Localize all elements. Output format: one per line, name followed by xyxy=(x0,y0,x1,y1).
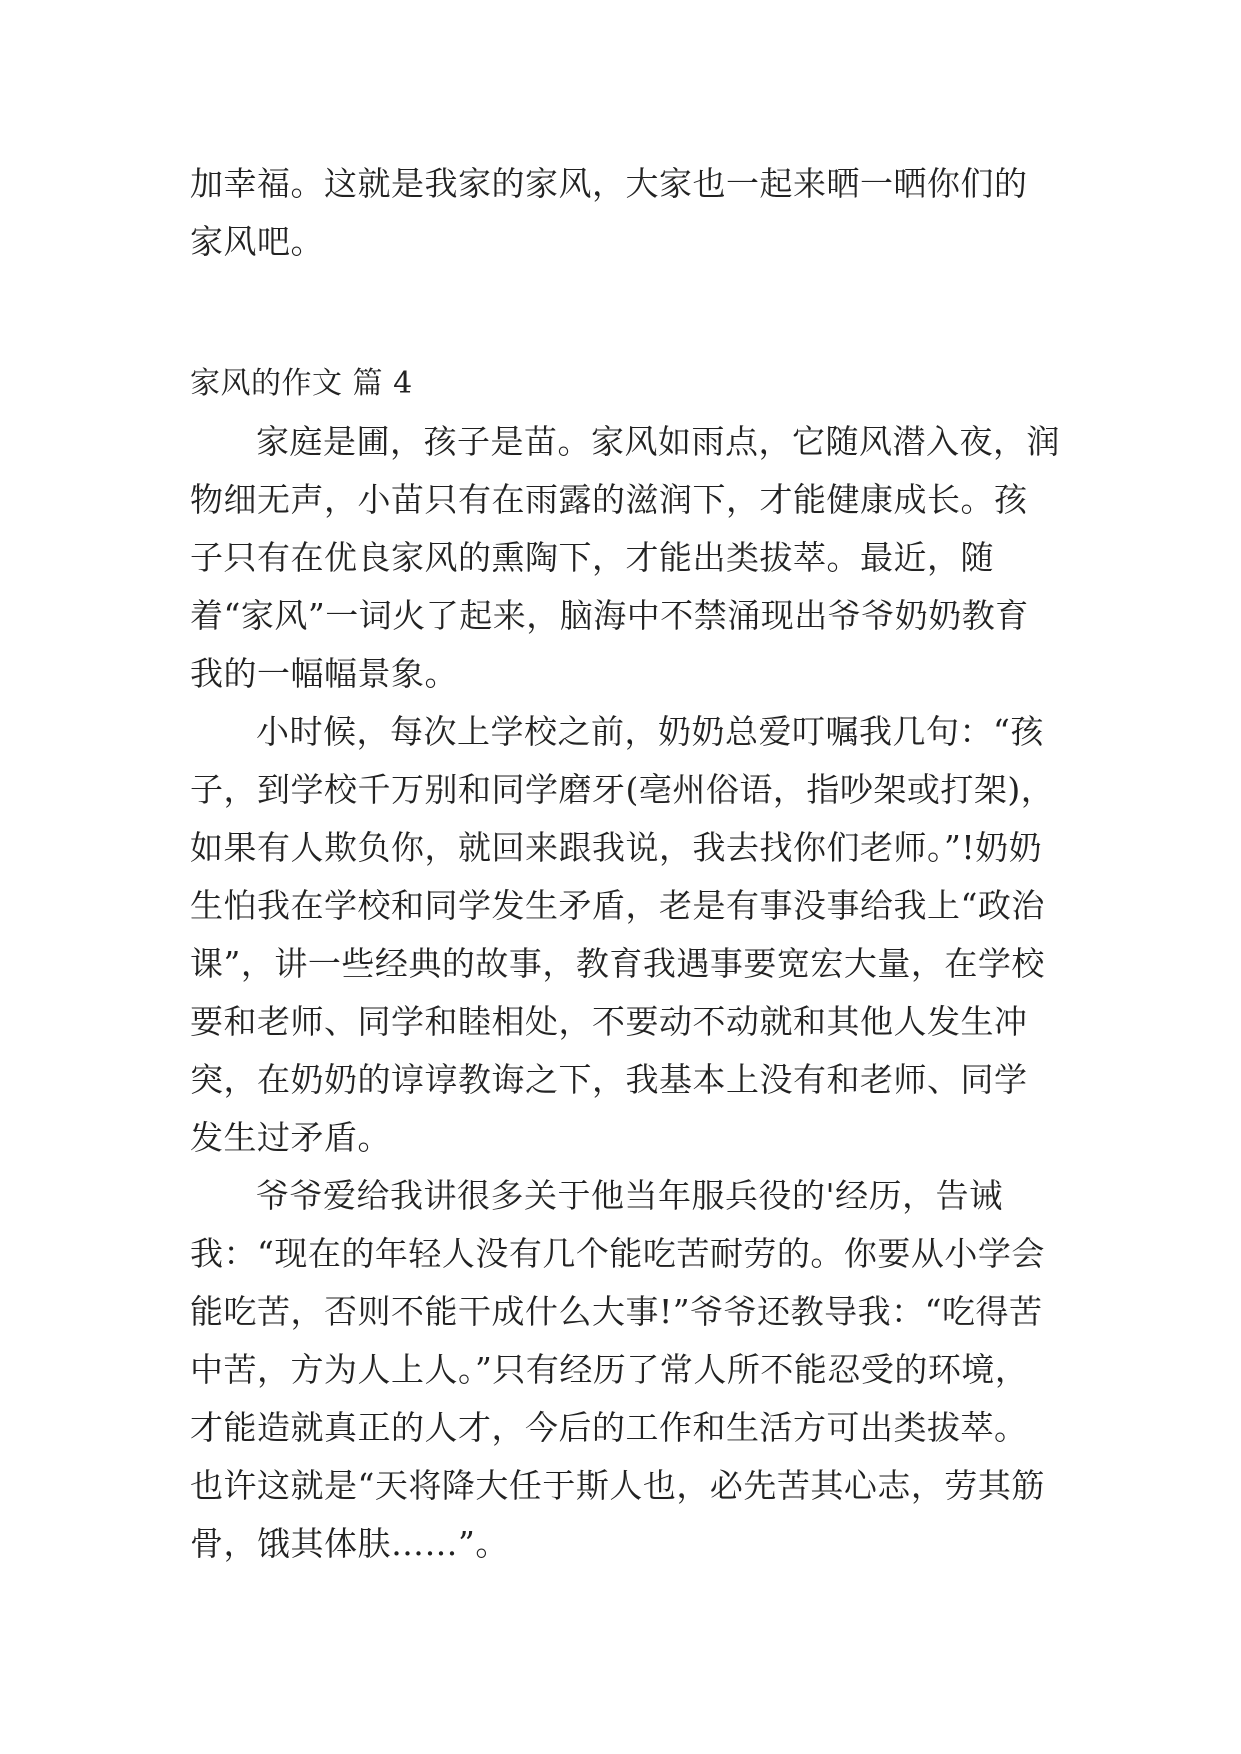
section-heading: 家风的作文 篇 4 xyxy=(190,366,413,401)
intro-paragraph: 加幸福。这就是我家的家风，大家也一起来晒一晒你们的家风吧。 xyxy=(190,164,1028,261)
document-body xyxy=(190,155,1060,1573)
paragraph-1: 家庭是圃，孩子是苗。家风如雨点，它随风潜入夜，润物细无声，小苗只有在雨露的滋润下，才能健康成长。孩子只有在优良家风的熏陶下，才能出类拔萃。最近，随着“家风”一词火了起来，脑海中不禁涌现出爷爷奶奶教育我的一幅幅景象。 xyxy=(190,422,1060,693)
paragraph-3: 爷爷爱给我讲很多关于他当年服兵役的'经历，告诫我：“现在的年轻人没有几个能吃苦耐劳的。你要从小学会能吃苦，否则不能干成什么大事!”爷爷还教导我：“吃得苦中苦，方为人上人。”只有经历了常人所不能忍受的环境，才能造就真正的人才，今后的工作和生活方可出类拔萃。也许这就是“天将降大任于斯人也，必先苦其心志，劳其筋骨，饿其体肤……”。 xyxy=(190,1176,1045,1563)
paragraph-2: 小时候，每次上学校之前，奶奶总爱叮嘱我几句：“孩子，到学校千万别和同学磨牙(亳州俗语，指吵架或打架)，如果有人欺负你，就回来跟我说，我去找你们老师。”!奶奶生怕我在学校和同学发生矛盾，老是有事没事给我上“政治课”，讲一些经典的故事，教育我遇事要宽宏大量，在学校要和老师、同学和睦相处，不要动不动就和其他人发生冲突，在奶奶的谆谆教诲之下，我基本上没有和老师、同学发生过矛盾。 xyxy=(190,712,1055,1157)
section-gap xyxy=(190,271,1060,355)
